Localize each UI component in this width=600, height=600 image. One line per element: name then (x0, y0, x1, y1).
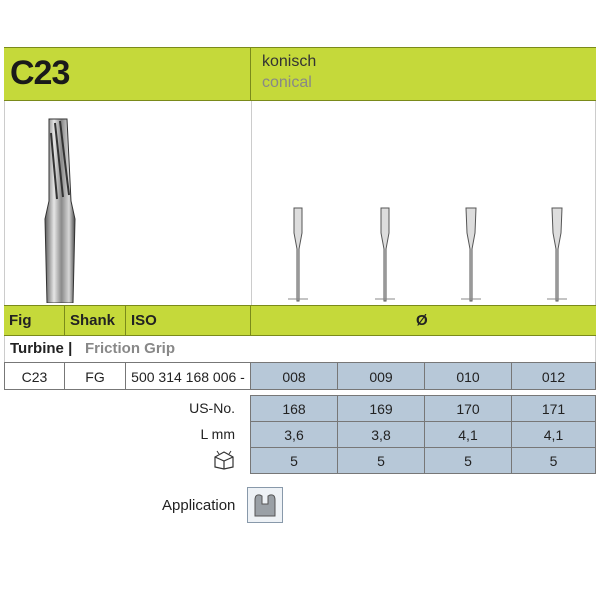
row-fig: C23 (4, 362, 65, 390)
application-label: Application (162, 497, 236, 514)
column-divider (64, 306, 65, 335)
column-diameter: Ø (416, 312, 428, 329)
us-number-cell: 168 (250, 395, 338, 422)
bur-closeup-image (33, 103, 93, 303)
column-shank: Shank (70, 312, 116, 329)
bur-size-010-sketch (461, 205, 481, 305)
shape-name-german: konisch (262, 53, 317, 70)
length-cell: 4,1 (424, 421, 512, 448)
length-cell: 3,8 (337, 421, 425, 448)
column-header-row (4, 305, 596, 336)
us-number-cell: 170 (424, 395, 512, 422)
package-row (0, 447, 600, 473)
bur-size-012-sketch (547, 205, 567, 305)
length-label: L mm (200, 426, 235, 442)
package-box-icon (213, 450, 235, 470)
image-band (4, 101, 596, 305)
row-shank: FG (64, 362, 126, 390)
package-cell: 5 (250, 447, 338, 474)
package-cell: 5 (424, 447, 512, 474)
image-divider (251, 101, 252, 305)
size-cell[interactable]: 012 (511, 362, 596, 390)
header-divider (250, 48, 251, 100)
product-row (4, 362, 596, 390)
length-cell: 3,6 (250, 421, 338, 448)
bur-size-009-sketch (375, 205, 395, 305)
product-sheet (4, 47, 596, 390)
column-iso: ISO (131, 312, 157, 329)
length-cell: 4,1 (511, 421, 596, 448)
size-cell[interactable]: 009 (337, 362, 425, 390)
bur-size-008-sketch (288, 205, 308, 305)
us-number-label: US-No. (189, 400, 235, 416)
shape-name-english: conical (262, 74, 312, 91)
package-cell: 5 (511, 447, 596, 474)
shank-type-row (4, 336, 596, 362)
row-iso: 500 314 168 006 - (125, 362, 251, 390)
column-fig: Fig (9, 312, 32, 329)
length-row (0, 421, 600, 447)
header-bar (4, 47, 596, 101)
shank-type-sublabel: Friction Grip (85, 340, 175, 357)
size-cell[interactable]: 010 (424, 362, 512, 390)
us-number-row (0, 395, 600, 421)
product-code: C23 (10, 54, 70, 92)
package-cell: 5 (337, 447, 425, 474)
shank-type-label: Turbine | (10, 340, 73, 357)
us-number-cell: 171 (511, 395, 596, 422)
column-divider (250, 306, 251, 335)
tooth-cavity-icon (247, 487, 283, 523)
size-cell[interactable]: 008 (250, 362, 338, 390)
us-number-cell: 169 (337, 395, 425, 422)
column-divider (125, 306, 126, 335)
